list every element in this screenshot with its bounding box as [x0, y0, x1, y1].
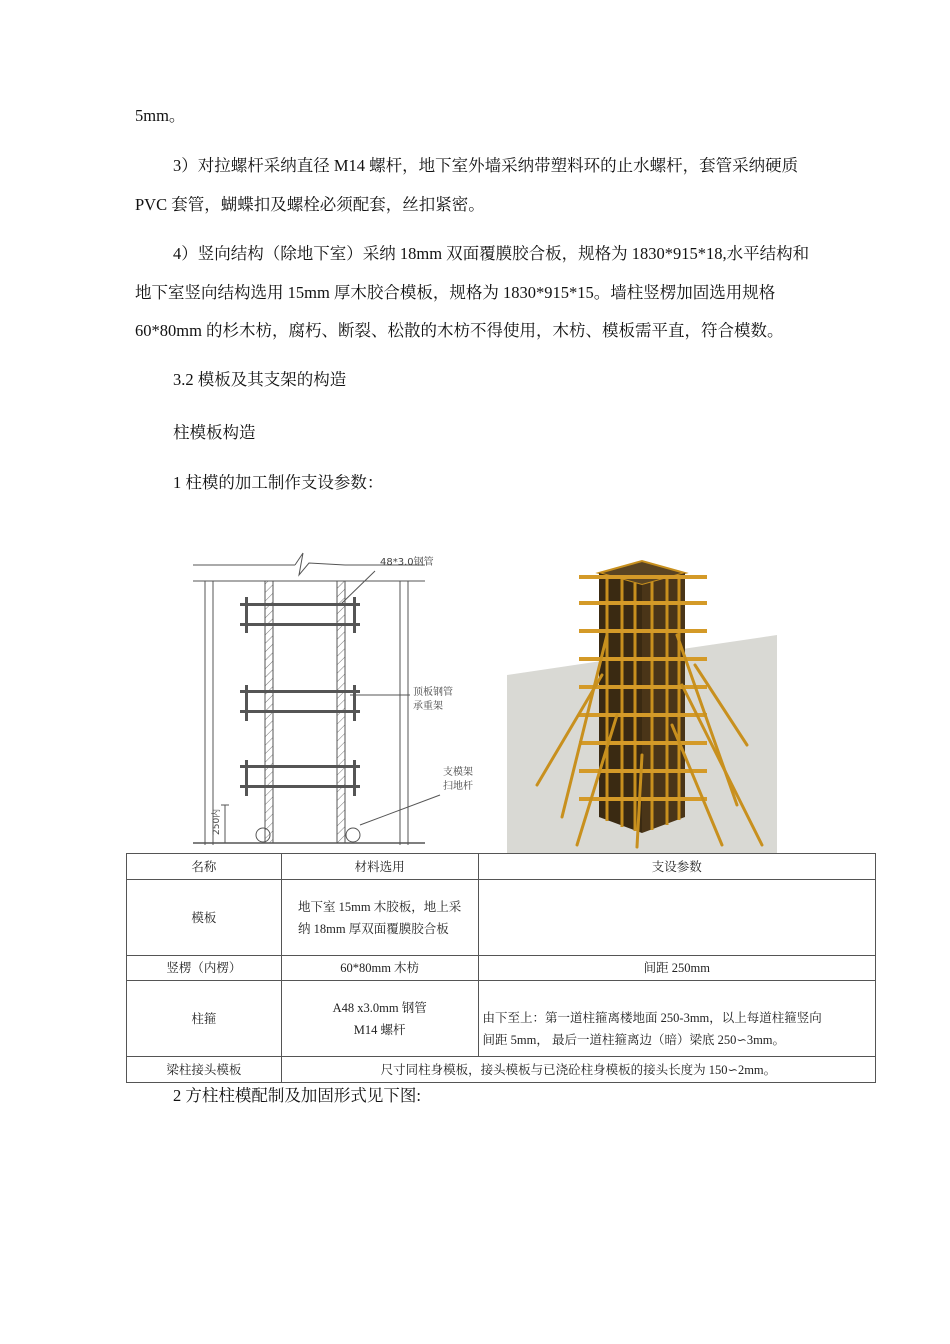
table-row [127, 981, 876, 1057]
table-cell-merged: 尺寸同柱身模板，接头模板与已浇砼柱身模板的接头长度为 150∽2mm。 [281, 1057, 875, 1083]
column-formwork-3d-render [507, 555, 777, 853]
table-cell-param [478, 880, 875, 956]
label-sweep-bar-1: 支模架 [443, 767, 473, 778]
paragraph-3-line-1: 3）对拉螺杆采纳直径 M14 螺杆，地下室外墙采纳带塑料环的止水螺杆，套管采纳硬质 [173, 156, 799, 175]
column-formwork-section-diagram [185, 545, 475, 850]
table-cell-name: 梁柱接头模板 [127, 1057, 282, 1083]
table-cell-param-line-2: 间距 5mm， 最后一道柱箍离边（暗）梁底 250∽3mm。 [482, 1032, 786, 1047]
paragraph-square-column: 2 方柱柱模配制及加固形式见下图: [173, 1086, 421, 1105]
section-heading-3-2: 3.2 模板及其支架的构造 [173, 370, 347, 389]
table-cell-material-line-1: 地下室 15mm 木胶板，地上采 [298, 899, 462, 914]
paragraph-4-line-3: 60*80mm 的杉木枋，腐朽、断裂、松散的木枋不得使用，木枋、模板需平直，符合模数。 [135, 321, 784, 340]
table-cell-param-line-1: 由下至上：第一道柱箍离楼地面 250-3mm，以上每道柱箍竖向 [482, 1010, 822, 1025]
table-cell-material [281, 880, 478, 956]
paragraph-continuation: 5mm。 [135, 106, 186, 125]
paragraph-4-line-1: 4）竖向结构（除地下室）采纳 18mm 双面覆膜胶合板，规格为 1830*915*18,水平结构和 [173, 244, 810, 263]
table-cell-material [281, 981, 478, 1057]
subheading-column-formwork: 柱模板构造 [173, 423, 256, 442]
paragraph-3-line-2: PVC 套管，蝴蝶扣及螺栓必须配套，丝扣紧密。 [135, 195, 485, 214]
table-cell-material-line-1: A48 x3.0mm 钢管 [332, 1000, 427, 1015]
column-formwork-parameter-table [126, 853, 876, 1083]
table-cell-name: 竖楞（内楞） [127, 956, 282, 981]
label-steel-pipe: 48*3.0钢管 [380, 557, 434, 568]
table-cell-material-line-2: M14 螺杆 [353, 1022, 406, 1037]
table-header-row [127, 854, 876, 880]
label-roof-support-1: 顶板钢管 [413, 687, 453, 698]
label-sweep-bar-2: 扫地杆 [443, 781, 473, 792]
table-cell-param: 间距 250mm [478, 956, 875, 981]
table-cell-param [478, 981, 875, 1057]
table-row [127, 1057, 876, 1083]
table-row [127, 880, 876, 956]
table-cell-material-line-2: 纳 18mm 厚双面覆膜胶合板 [298, 921, 449, 936]
table-cell-name: 柱箍 [127, 981, 282, 1057]
table-row [127, 956, 876, 981]
subheading-parameters: 1 柱模的加工制作支设参数： [173, 473, 384, 492]
label-roof-support-2: 承重架 [413, 701, 443, 712]
table-header-param: 支设参数 [478, 854, 875, 880]
table-cell-name: 模板 [127, 880, 282, 956]
table-header-material: 材料选用 [281, 854, 478, 880]
table-cell-material: 60*80mm 木枋 [281, 956, 478, 981]
table-header-name: 名称 [127, 854, 282, 880]
paragraph-4-line-2: 地下室竖向结构选用 15mm 厚木胶合模板，规格为 1830*915*15。墙柱竖楞加固选用规格 [135, 283, 776, 302]
label-dimension: 250内 [212, 808, 222, 835]
